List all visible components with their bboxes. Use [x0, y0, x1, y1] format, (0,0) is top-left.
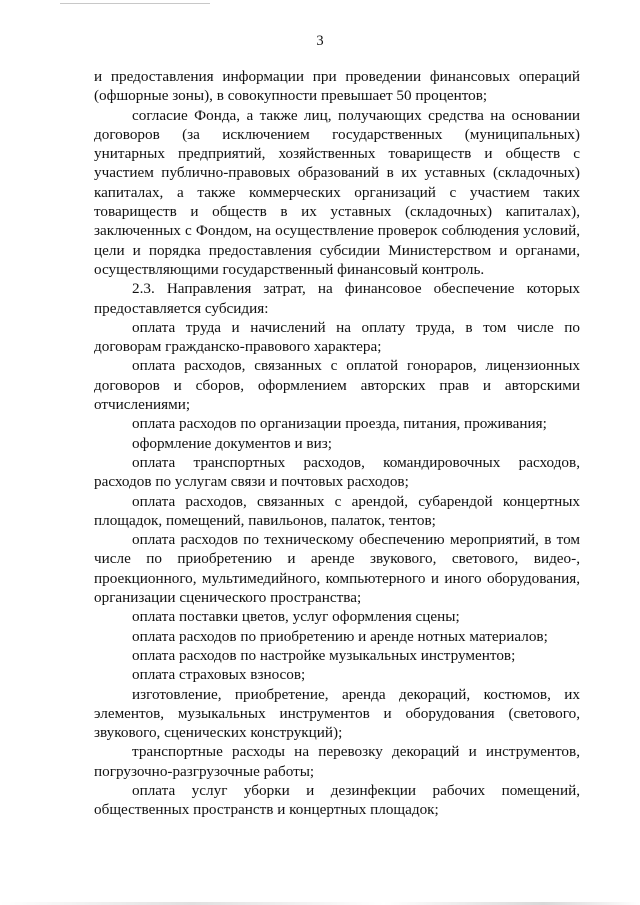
document-body — [94, 67, 580, 820]
paragraph: транспортные расходы на перевозку декораций и инструментов, погрузочно-разгрузочные работы; — [94, 743, 580, 780]
paragraph: оформление документов и виз; — [132, 434, 332, 452]
paragraph: оплата расходов, связанных с оплатой гонораров, лицензионных договоров и сборов, оформлением авторских прав и авторскими отчислениями; — [94, 357, 580, 414]
scan-artifact-line — [60, 3, 210, 4]
paragraph: 2.3. Направления затрат, на финансовое обеспечение которых предоставляется субсидия: — [94, 280, 580, 317]
paragraph: оплата расходов по техническому обеспечению мероприятий, в том числе по приобретению и аренде звукового, светового, видео-, проекционного, мультимедийного, компьютерного и иного оборудования, организации сценического пространства; — [94, 531, 580, 607]
paragraph: оплата транспортных расходов, командировочных расходов, расходов по услугам связи и почтовых расходов; — [94, 453, 580, 491]
paragraph: оплата расходов по организации проезда, питания, проживания; — [132, 415, 547, 433]
paragraph: оплата расходов, связанных с арендой, субарендой концертных площадок, помещений, павильонов, палаток, тентов; — [94, 492, 580, 529]
paragraph: изготовление, приобретение, аренда декораций, костюмов, их элементов, музыкальных инструментов и оборудования (светового, звукового, сценических конструкций); — [94, 685, 580, 742]
paragraph: оплата страховых взносов; — [132, 666, 306, 684]
paragraph: оплата поставки цветов, услуг оформления сцены; — [132, 608, 460, 626]
paragraph: оплата услуг уборки и дезинфекции рабочих помещений, общественных пространств и концертных площадок; — [94, 781, 580, 819]
paragraph: оплата расходов по настройке музыкальных инструментов; — [132, 646, 516, 664]
page-number: 3 — [316, 33, 324, 49]
paragraph: оплата расходов по приобретению и аренде нотных материалов; — [132, 627, 548, 645]
paragraph: согласие Фонда, а также лиц, получающих средства на основании договоров (за исключением государственных (муниципальных) унитарных предприятий, хозяйственных товариществ и обществ с участием публично-правовых образований в их уставных (складочных) капиталах, а также коммерческих организаций с участием таких товариществ и обществ в их уставных (складочных) капиталах), заключенных с Фондом, на осуществление проверок соблюдения условий, цели и порядка предоставления субсидии Министерством и органами, осуществляющими государственный финансовый контроль. — [94, 106, 580, 278]
paragraph: и предоставления информации при проведении финансовых операций (офшорные зоны), в совокупности превышает 50 процентов; — [94, 68, 580, 105]
paragraph: оплата труда и начислений на оплату труда, в том числе по договорам гражданско-правового характера; — [94, 318, 580, 356]
